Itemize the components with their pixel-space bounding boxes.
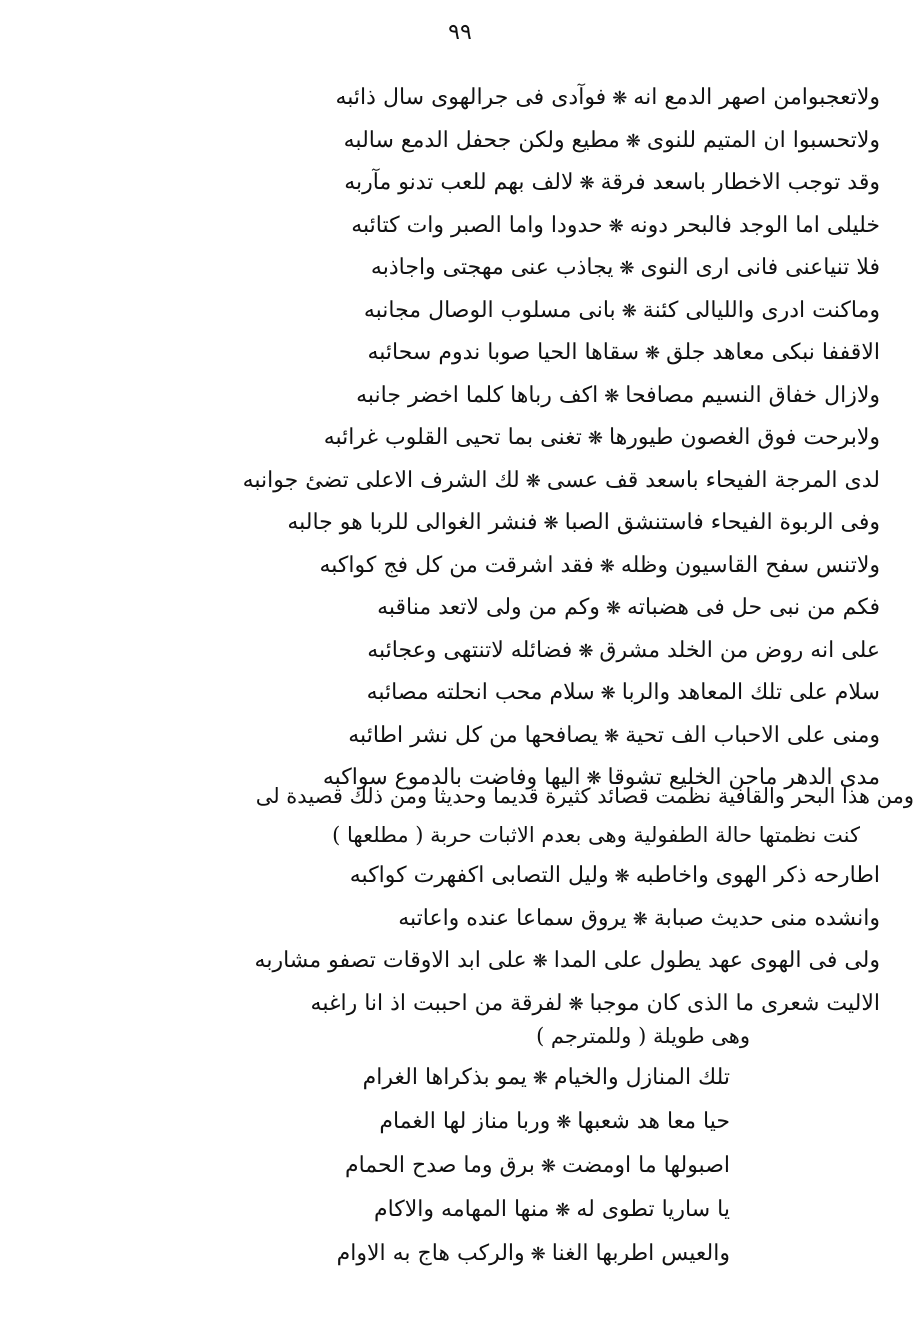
hemistich-second: لك الشرف الاعلى تضئ جوانبه bbox=[242, 467, 520, 493]
hemistich-second: مطيع ولكن جحفل الدمع سالبه bbox=[343, 127, 620, 153]
verse-separator: ❋ bbox=[614, 866, 630, 887]
hemistich-second: اكف رباها كلما اخضر جانبه bbox=[356, 382, 599, 408]
verse-separator: ❋ bbox=[543, 513, 559, 534]
verse-line bbox=[363, 1058, 730, 1099]
hemistich-first: ولاتعجبوامن اصهر الدمع انه bbox=[633, 85, 880, 110]
hemistich-second: على ابد الاوقات تصفو مشاربه bbox=[254, 948, 527, 973]
prose-line: وهى طويلة ( وللمترجم ) bbox=[536, 1024, 750, 1048]
hemistich-first: يا ساريا تطوى له bbox=[576, 1197, 730, 1222]
prose-line: ومن هذا البحر والقافية نظمت قصائد كثيرة قديما وحديثا ومن ذلك قصيدة لى bbox=[255, 784, 914, 808]
verse-separator: ❋ bbox=[540, 1156, 556, 1177]
verse-line bbox=[367, 631, 880, 672]
hemistich-first: الاليت شعرى ما الذى كان موجبا bbox=[589, 990, 880, 1016]
verse-separator: ❋ bbox=[525, 470, 541, 492]
hemistich-second: وربا مناز لها الغمام bbox=[379, 1109, 551, 1134]
verse-separator: ❋ bbox=[532, 1068, 548, 1089]
hemistich-first: فكم من نبى حل فى هضباته bbox=[627, 595, 880, 620]
verse-line bbox=[344, 163, 880, 204]
hemistich-second: فوآدى فى جرالهوى سال ذائبه bbox=[335, 85, 607, 110]
verse-separator: ❋ bbox=[568, 993, 584, 1015]
hemistich-first: ولازال خفاق النسيم مصافحا bbox=[625, 382, 880, 408]
verse-line bbox=[324, 418, 880, 459]
hemistich-second: يمو بذكراها الغرام bbox=[362, 1065, 527, 1090]
hemistich-second: تغنى بما تحيى القلوب غرائبه bbox=[323, 425, 582, 450]
hemistich-first: ولاتحسبوا ان المتيم للنوى bbox=[646, 127, 880, 153]
hemistich-first: على انه روض من الخلد مشرق bbox=[599, 637, 880, 663]
verse-separator: ❋ bbox=[586, 768, 602, 789]
verse-separator: ❋ bbox=[599, 555, 615, 577]
verse-separator: ❋ bbox=[530, 1244, 546, 1265]
hemistich-first: وماكنت ادرى والليالى كئنة bbox=[642, 297, 880, 323]
hemistich-first: الاقففا نبكى معاهد جلق bbox=[666, 340, 880, 365]
hemistich-first: مدى الدهر ماحن الخليع تشوقا bbox=[607, 765, 880, 790]
hemistich-first: تلك المنازل والخيام bbox=[553, 1065, 730, 1090]
hemistich-first: حيا معا هد شعبها bbox=[577, 1109, 730, 1134]
hemistich-second: وليل التصابى اكفهرت كواكبه bbox=[349, 863, 609, 888]
verse-separator: ❋ bbox=[612, 88, 628, 109]
hemistich-first: لدى المرجة الفيحاء باسعد قف عسى bbox=[546, 467, 880, 493]
hemistich-second: يصافحها من كل نشر اطائبه bbox=[348, 722, 599, 748]
verse-line bbox=[345, 1146, 730, 1187]
hemistich-first: ولابرحت فوق الغصون طيورها bbox=[608, 425, 880, 450]
verse-separator: ❋ bbox=[587, 428, 603, 449]
verse-separator: ❋ bbox=[632, 908, 648, 930]
verse-separator: ❋ bbox=[579, 173, 595, 194]
hemistich-first: ولاتنس سفح القاسيون وظله bbox=[620, 552, 880, 578]
hemistich-second: سلام محب انحلته مصائبه bbox=[366, 680, 595, 705]
verse-separator: ❋ bbox=[604, 385, 620, 407]
verse-line bbox=[348, 716, 880, 757]
verse-separator: ❋ bbox=[578, 640, 594, 662]
hemistich-second: فقد اشرقت من كل فج كواكبه bbox=[319, 552, 594, 578]
hemistich-second: فضائله لاتنتهى وعجائبه bbox=[367, 637, 573, 663]
hemistich-first: سلام على تلك المعاهد والربا bbox=[621, 680, 880, 705]
hemistich-second: لفرقة من احببت اذ انا راغبه bbox=[310, 990, 563, 1016]
hemistich-first: ولى فى الهوى عهد يطول على المدا bbox=[553, 948, 880, 973]
verse-separator: ❋ bbox=[625, 130, 641, 152]
verse-separator: ❋ bbox=[621, 300, 637, 322]
hemistich-second: وكم من ولى لاتعد مناقبه bbox=[377, 595, 600, 620]
hemistich-first: اطارحه ذكر الهوى واخاطبه bbox=[635, 863, 880, 888]
hemistich-second: فنشر الغوالى للربا هو جالبه bbox=[287, 510, 538, 535]
verse-line bbox=[287, 503, 880, 544]
hemistich-second: سقاها الحيا صوبا ندوم سحائبه bbox=[367, 340, 640, 365]
verse-line bbox=[377, 588, 880, 629]
hemistich-second: يروق سماعا عنده واعاتبه bbox=[398, 905, 627, 931]
verse-separator: ❋ bbox=[556, 1112, 572, 1133]
hemistich-second: يجاذب عنى مهجتى واجاذبه bbox=[370, 255, 614, 280]
verse-line bbox=[371, 248, 880, 289]
hemistich-first: وفى الربوة الفيحاء فاستنشق الصبا bbox=[564, 510, 880, 535]
hemistich-second: برق وما صدح الحمام bbox=[344, 1153, 535, 1178]
verse-line bbox=[367, 333, 880, 374]
verse-separator: ❋ bbox=[605, 598, 622, 619]
verse-separator: ❋ bbox=[604, 725, 620, 747]
verse-line bbox=[351, 206, 880, 247]
hemistich-second: حدودا واما الصبر وات كتائبه bbox=[351, 212, 603, 238]
verse-line bbox=[374, 1190, 730, 1231]
hemistich-first: خليلى اما الوجد فالبحر دونه bbox=[629, 212, 880, 238]
page-number: ٩٩ bbox=[448, 20, 472, 45]
verse-line bbox=[336, 78, 881, 119]
hemistich-second: لالف بهم للعب تدنو مآربه bbox=[344, 170, 574, 195]
prose-line: كنت نظمتها حالة الطفولية وهى بعدم الاثبات حربة ( مطلعها ) bbox=[332, 823, 860, 847]
verse-line bbox=[367, 673, 880, 714]
hemistich-first: فلا تنياعنى فانى ارى النوى bbox=[640, 255, 880, 280]
verse-separator: ❋ bbox=[600, 683, 616, 704]
verse-separator: ❋ bbox=[555, 1200, 571, 1221]
verse-separator: ❋ bbox=[608, 215, 624, 237]
verse-line bbox=[364, 291, 880, 332]
hemistich-second: اليها وفاضت بالدموع سواكبه bbox=[322, 765, 581, 790]
hemistich-second: والركب هاج به الاوام bbox=[336, 1241, 525, 1266]
verse-line bbox=[398, 899, 880, 940]
hemistich-first: اصبولها ما اومضت bbox=[561, 1153, 730, 1178]
verse-line bbox=[344, 121, 880, 162]
hemistich-first: والعيس اطربها الغنا bbox=[551, 1241, 730, 1266]
verse-separator: ❋ bbox=[532, 951, 548, 972]
verse-line bbox=[320, 546, 881, 587]
hemistich-first: ومنى على الاحباب الف تحية bbox=[625, 722, 880, 748]
verse-separator: ❋ bbox=[619, 258, 635, 279]
hemistich-first: وقد توجب الاخطار باسعد فرقة bbox=[600, 170, 880, 195]
verse-line bbox=[255, 941, 880, 982]
hemistich-second: منها المهامه والاكام bbox=[373, 1197, 550, 1222]
hemistich-second: بانى مسلوب الوصال مجانبه bbox=[363, 297, 616, 323]
verse-line bbox=[356, 376, 880, 417]
hemistich-first: وانشده منى حديث صبابة bbox=[653, 905, 880, 931]
verse-line bbox=[379, 1102, 730, 1143]
verse-line bbox=[243, 461, 880, 502]
verse-separator: ❋ bbox=[645, 343, 661, 364]
verse-line bbox=[350, 856, 880, 897]
verse-line bbox=[337, 1234, 730, 1275]
